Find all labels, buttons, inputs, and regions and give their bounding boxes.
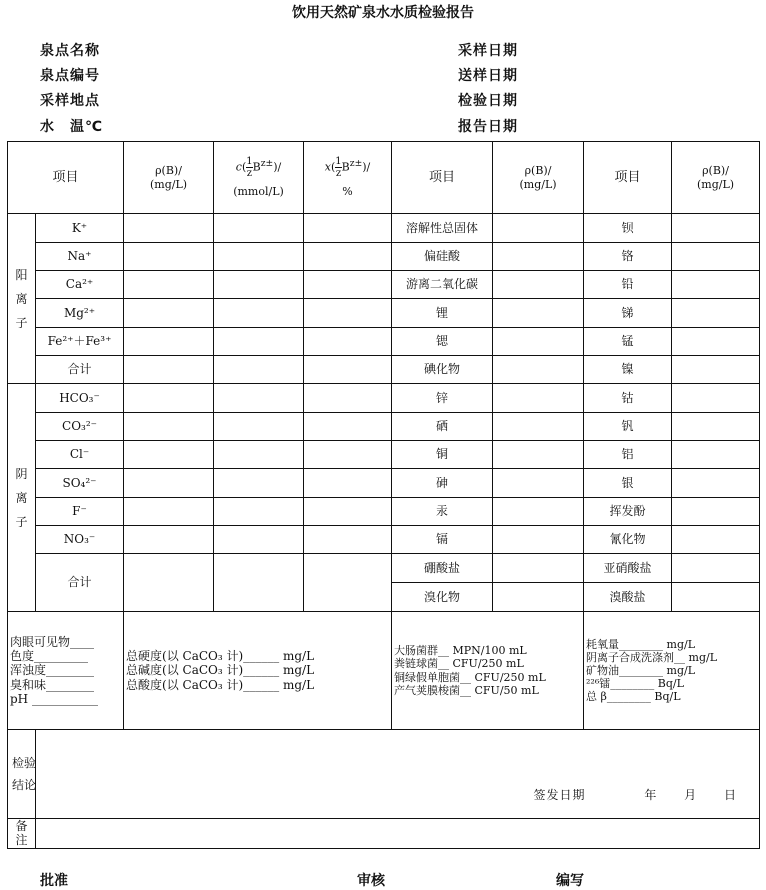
inspection-table (7, 141, 760, 849)
mid-item: 硒 (392, 413, 493, 441)
right-item: 铅 (584, 271, 672, 299)
table-row (8, 554, 760, 583)
cation-name: Mg²⁺ (36, 299, 124, 328)
sign-date: 签发日期 年 月 日 (533, 787, 738, 802)
mid-item: 游离二氧化碳 (392, 271, 493, 299)
right-item: 溴酸盐 (584, 583, 672, 612)
header-item-1: 项目 (8, 142, 124, 214)
cation-name: Na⁺ (36, 243, 124, 271)
anion-total: 合计 (36, 554, 124, 612)
remark-content (36, 819, 760, 849)
table-row (8, 356, 760, 384)
header-c: c( $\frac{1}{z}$ $B^{z\pm})/$ (mmol/L) (214, 142, 304, 214)
table-row (8, 498, 760, 526)
meta-report-date: 报告日期 (458, 119, 518, 135)
microbial-params: 大肠菌群__ MPN/100 mL 粪链球菌__ CFU/250 mL 铜绿假单胞菌__ CFU/250 mL 产气荚膜梭菌__ CFU/50 mL (392, 612, 584, 730)
anion-name: NO₃⁻ (36, 526, 124, 554)
anion-name: F⁻ (36, 498, 124, 526)
mid-item: 溶解性总固体 (392, 214, 493, 243)
cation-group-label: 阳离子 (8, 214, 36, 384)
table-row (8, 413, 760, 441)
right-item: 铬 (584, 243, 672, 271)
header-rho-1: ρ(B)/ (mg/L) (124, 142, 214, 214)
conclusion-label-cell (8, 730, 36, 819)
mid-item: 溴化物 (392, 583, 493, 612)
footer-compile: 编写 (556, 873, 584, 889)
mid-item: 锶 (392, 328, 493, 356)
table-row (8, 526, 760, 554)
right-item: 锰 (584, 328, 672, 356)
hardness-params: 总硬度(以 CaCO₃ 计)______ mg/L 总碱度(以 CaCO₃ 计)______ mg/L 总酸度(以 CaCO₃ 计)______ mg/L (124, 612, 392, 730)
mid-item: 硼酸盐 (392, 554, 493, 583)
remark-label: 备注 (8, 819, 36, 849)
footer-approve: 批准 (40, 873, 68, 889)
meta-delivery-date: 送样日期 (458, 68, 518, 84)
mid-item: 汞 (392, 498, 493, 526)
anion-name: CO₃²⁻ (36, 413, 124, 441)
right-item: 钡 (584, 214, 672, 243)
physical-params: 肉眼可见物____ 色度_________ 浑浊度________ 臭和味________ pH ___________ (8, 612, 124, 730)
mid-item: 锌 (392, 384, 493, 413)
table-row (8, 469, 760, 498)
header-item-3: 项目 (584, 142, 672, 214)
cation-name: Fe²⁺＋Fe³⁺ (36, 328, 124, 356)
anion-name: Cl⁻ (36, 441, 124, 469)
right-item: 铝 (584, 441, 672, 469)
right-item: 镍 (584, 356, 672, 384)
table-row (8, 328, 760, 356)
mid-item: 偏硅酸 (392, 243, 493, 271)
table-row (8, 384, 760, 413)
right-item: 钴 (584, 384, 672, 413)
header-rho-3: ρ(B)/ (mg/L) (672, 142, 760, 214)
right-item: 挥发酚 (584, 498, 672, 526)
mid-item: 镉 (392, 526, 493, 554)
bottom-params-row (8, 612, 760, 730)
report-title: 饮用天然矿泉水水质检验报告 (292, 5, 474, 21)
footer-review: 审核 (357, 873, 385, 889)
table-row (8, 214, 760, 243)
right-item: 亚硝酸盐 (584, 554, 672, 583)
header-x: x( $\frac{1}{z}$ $B^{z\pm})/$ % (304, 142, 392, 214)
table-row (8, 441, 760, 469)
right-item: 氰化物 (584, 526, 672, 554)
meta-spring-name: 泉点名称 (40, 43, 100, 59)
meta-water-temp: 水 温℃ (40, 119, 103, 135)
meta-spring-code: 泉点编号 (40, 68, 100, 84)
table-row (8, 299, 760, 328)
right-item: 钒 (584, 413, 672, 441)
remark-row (8, 819, 760, 849)
mid-item: 铜 (392, 441, 493, 469)
conclusion-label: 检验结论 (11, 756, 36, 792)
cation-name: K⁺ (36, 214, 124, 243)
conclusion-row (8, 730, 760, 819)
table-row (8, 271, 760, 299)
header-item-2: 项目 (392, 142, 493, 214)
cation-name: Ca²⁺ (36, 271, 124, 299)
meta-inspection-date: 检验日期 (458, 93, 518, 109)
mid-item: 碘化物 (392, 356, 493, 384)
anion-group-label: 阴离子 (8, 384, 36, 612)
header-rho-2: ρ(B)/ (mg/L) (493, 142, 584, 214)
conclusion-content (36, 730, 760, 819)
header-row (8, 142, 760, 214)
table-row (8, 243, 760, 271)
anion-name: HCO₃⁻ (36, 384, 124, 413)
mid-item: 砷 (392, 469, 493, 498)
right-item: 银 (584, 469, 672, 498)
other-params: 耗氧量________ mg/L 阴离子合成洗涤剂__ mg/L 矿物油________ mg/L ²²⁶镭________ Bq/L 总 β________ Bq/L (584, 612, 760, 730)
mid-item: 锂 (392, 299, 493, 328)
meta-sampling-date: 采样日期 (458, 43, 518, 59)
anion-name: SO₄²⁻ (36, 469, 124, 498)
right-item: 锑 (584, 299, 672, 328)
meta-sampling-site: 采样地点 (40, 93, 100, 109)
cation-total: 合计 (36, 356, 124, 384)
